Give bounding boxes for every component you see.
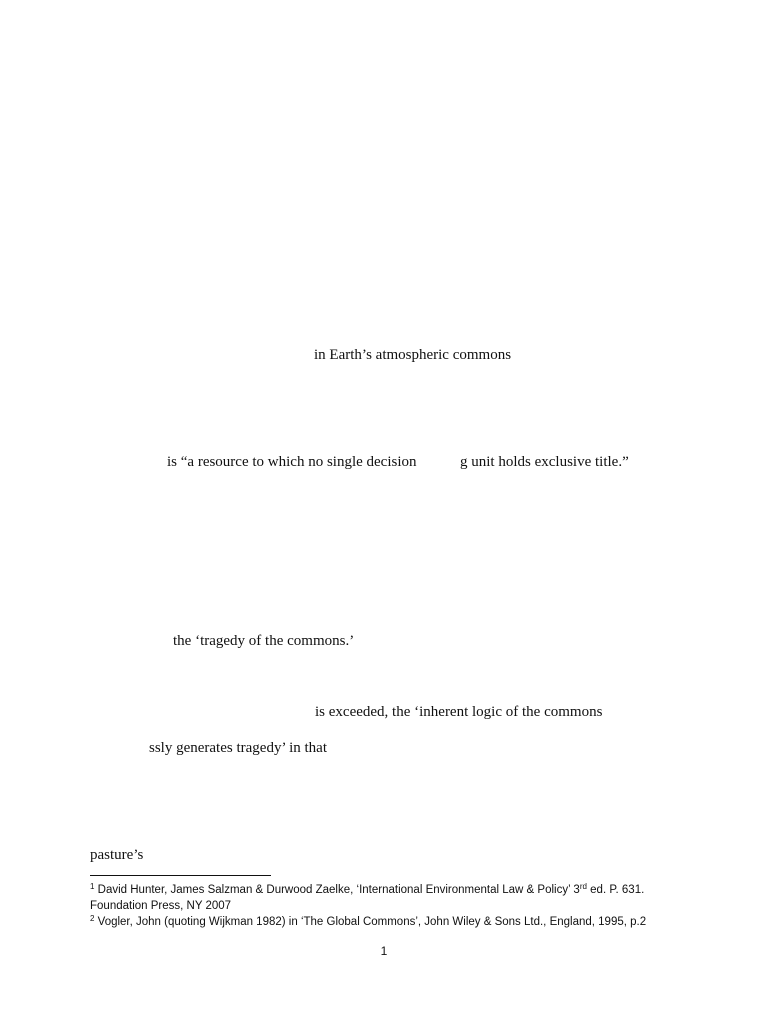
body-text-fragment: ssly generates tragedy’ in that — [149, 740, 327, 756]
body-text-fragment: g unit holds exclusive title.” — [460, 454, 629, 470]
body-text-fragment: is exceeded, the ‘inherent logic of the commons — [315, 704, 603, 720]
footnote-text: Vogler, John (quoting Wijkman 1982) in ‘The Global Commons’, John Wiley & Sons Ltd., England, 1995, p.2 — [97, 916, 647, 928]
footnote-2 — [90, 915, 646, 930]
footnote-1-continuation: Foundation Press, NY 2007 — [90, 900, 232, 912]
footnote-marker: 2 — [90, 914, 95, 923]
body-text-fragment: in Earth’s atmospheric commons — [314, 347, 512, 363]
footnote-superscript: rd — [579, 882, 587, 891]
footnote-text: David Hunter, James Salzman & Durwood Zaelke, ‘International Environmental Law & Policy’ 3 — [97, 884, 580, 896]
footnote-1 — [90, 883, 644, 898]
body-text-fragment: is “a resource to which no single decision — [167, 454, 417, 470]
footnote-marker: 1 — [90, 882, 95, 891]
page-number: 1 — [380, 944, 388, 958]
footnote-separator — [90, 875, 271, 876]
footnote-text: ed. P. 631. — [586, 884, 645, 896]
body-text-fragment: the ‘tragedy of the commons.’ — [173, 633, 355, 649]
body-text-fragment: pasture’s — [90, 847, 144, 863]
